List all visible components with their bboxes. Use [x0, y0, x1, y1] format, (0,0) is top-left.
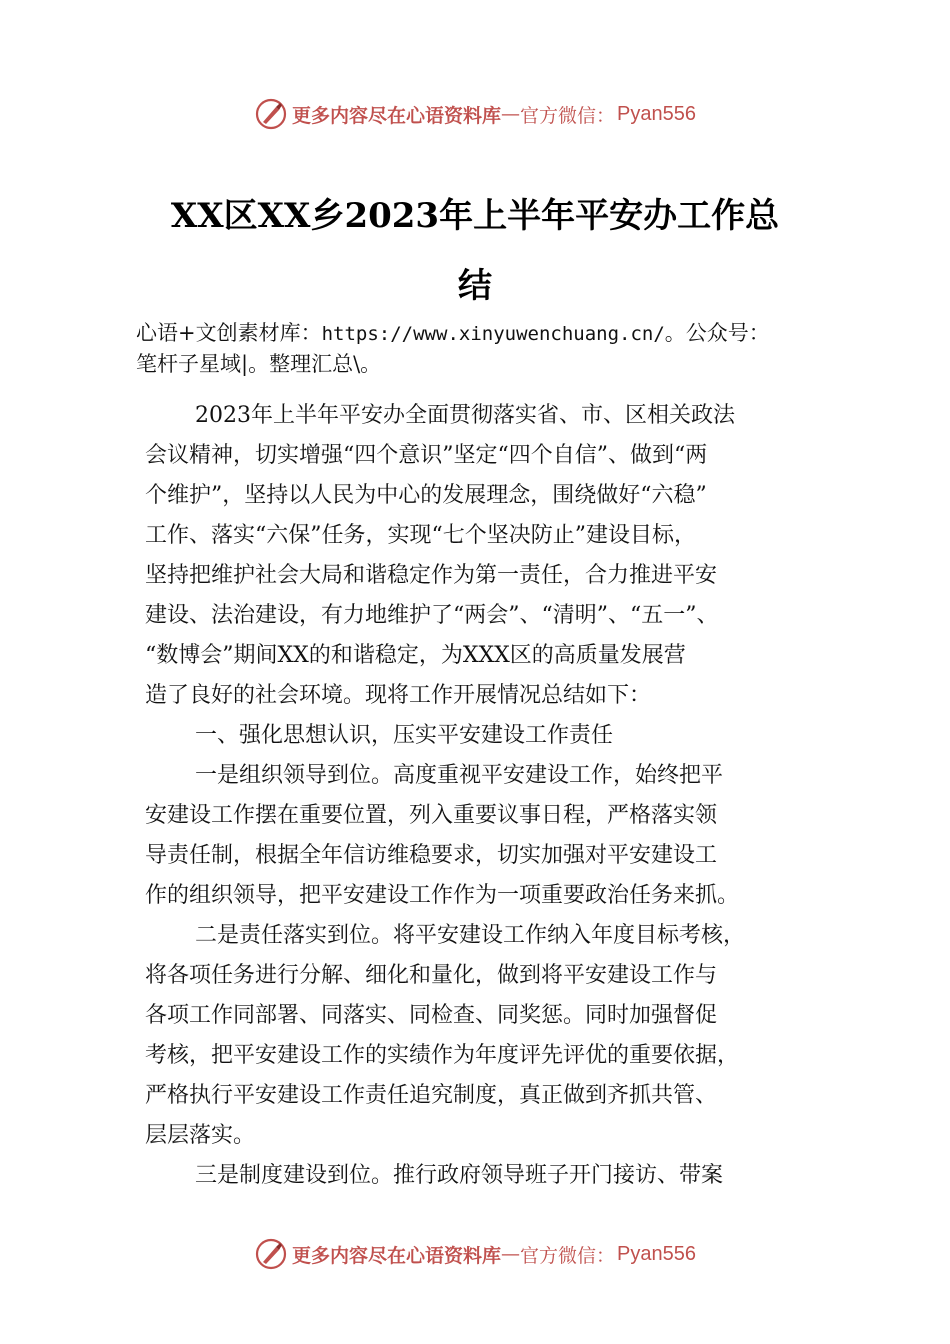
section-heading: 一、强化思想认识，压实平安建设工作责任 [195, 723, 614, 748]
body-line: 层层落实。 [145, 1123, 256, 1148]
body-line: 各项工作同部署、同落实、同检查、同奖惩。同时加强督促 [145, 1003, 718, 1028]
body-line: 安建设工作摆在重要位置，列入重要议事日程，严格落实领 [145, 803, 718, 828]
document-title-line1: XX区XX乡2023年上半年平安办工作总 [170, 196, 780, 236]
body-line: 二是责任落实到位。将平安建设工作纳入年度目标考核， [195, 923, 746, 948]
body-line: 导责任制，根据全年信访维稳要求，切实加强对平安建设工 [145, 843, 718, 868]
body-line: 会议精神，切实增强“四个意识”坚定“四个自信”、做到“两 [145, 443, 708, 468]
banner-dash: — [501, 1243, 521, 1265]
source-line-2: 笔杆子星域|。整理汇总\。 [136, 352, 382, 376]
body-line: 2023年上半年平安办全面贯彻落实省、市、区相关政法 [195, 403, 735, 428]
body-line: 造了良好的社会环境。现将工作开展情况总结如下： [145, 683, 652, 708]
body-line: 坚持把维护社会大局和谐稳定作为第一责任，合力推进平安 [145, 563, 718, 588]
body-line: 一是组织领导到位。高度重视平安建设工作，始终把平 [195, 763, 724, 788]
source-prefix: 心语+文创素材库： [136, 321, 322, 345]
footer-banner [0, 1234, 950, 1274]
banner-wechat-id: Pyan556 [617, 102, 696, 125]
body-line: 个维护”，坚持以人民为中心的发展理念，围绕做好“六稳” [145, 483, 707, 508]
body-line: 建设、法治建设，有力地维护了“两会”、“清明”、“五一”、 [145, 603, 719, 628]
source-suffix: 。公众号： [664, 321, 770, 345]
body-line: 考核，把平安建设工作的实绩作为年度评先评优的重要依据， [145, 1043, 740, 1068]
body-line: 将各项任务进行分解、细化和量化，做到将平安建设工作与 [145, 963, 718, 988]
source-note [136, 318, 866, 379]
source-line-1 [136, 318, 866, 349]
banner-wechat-label: 官方微信： [520, 104, 616, 127]
banner-wechat-label: 官方微信： [520, 1244, 616, 1267]
header-banner [0, 94, 950, 134]
banner-main-text: 更多内容尽在心语资料库 [292, 1244, 502, 1267]
document-body [145, 396, 825, 1196]
body-line: 作的组织领导，把平安建设工作作为一项重要政治任务来抓。 [145, 883, 740, 908]
pen-logo-icon [254, 1237, 288, 1271]
body-line: “数博会”期间XX的和谐稳定，为XXX区的高质量发展营 [145, 643, 686, 668]
body-line: 工作、落实“六保”任务，实现“七个坚决防止”建设目标， [145, 523, 696, 548]
body-line: 三是制度建设到位。推行政府领导班子开门接访、带案 [195, 1163, 724, 1188]
body-line: 严格执行平安建设工作责任追究制度，真正做到齐抓共管、 [145, 1083, 718, 1108]
source-url: https://www.xinyuwenchuang.cn/ [321, 323, 665, 345]
banner-main-text: 更多内容尽在心语资料库 [292, 104, 502, 127]
banner-dash: — [501, 103, 521, 125]
document-title-line2: 结 [458, 266, 492, 306]
banner-wechat-id: Pyan556 [617, 1242, 696, 1265]
pen-logo-icon [254, 97, 288, 131]
